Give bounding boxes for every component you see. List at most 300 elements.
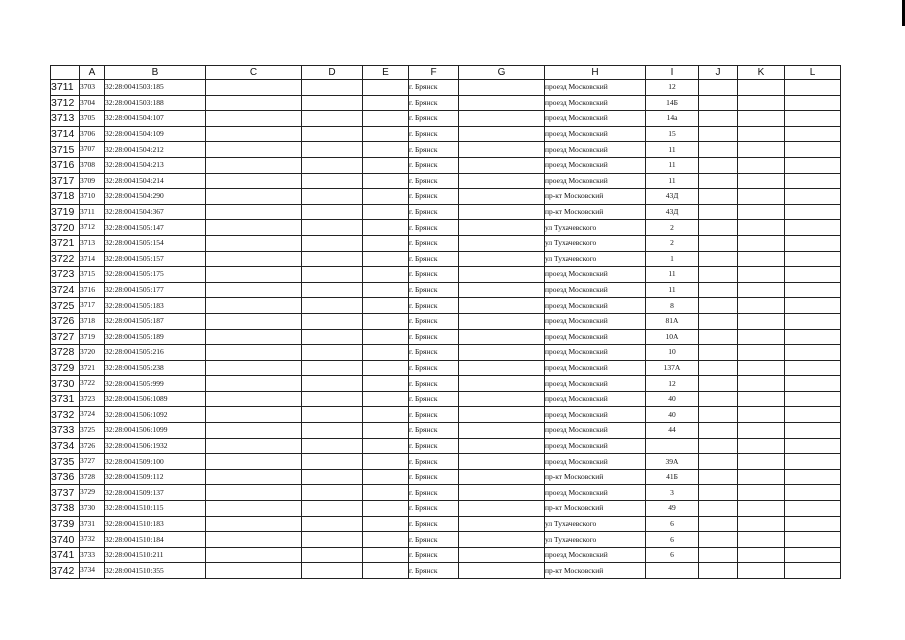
cell-b[interactable]: 32:28:0041503:188 <box>105 95 206 111</box>
cell-j[interactable] <box>699 142 738 158</box>
cell-g[interactable] <box>459 157 545 173</box>
cell-g[interactable] <box>459 469 545 485</box>
cell-b[interactable]: 32:28:0041510:183 <box>105 516 206 532</box>
cell-d[interactable] <box>302 329 363 345</box>
cell-k[interactable] <box>738 111 785 127</box>
cell-a[interactable]: 3709 <box>80 173 105 189</box>
cell-a[interactable]: 3718 <box>80 313 105 329</box>
cell-d[interactable] <box>302 282 363 298</box>
cell-j[interactable] <box>699 220 738 236</box>
cell-a[interactable]: 3715 <box>80 267 105 283</box>
cell-e[interactable] <box>363 111 409 127</box>
cell-l[interactable] <box>785 501 841 517</box>
cell-j[interactable] <box>699 157 738 173</box>
cell-j[interactable] <box>699 235 738 251</box>
cell-i[interactable]: 40 <box>646 407 699 423</box>
cell-e[interactable] <box>363 80 409 96</box>
cell-g[interactable] <box>459 95 545 111</box>
cell-e[interactable] <box>363 95 409 111</box>
cell-b[interactable]: 32:28:0041505:187 <box>105 313 206 329</box>
cell-f[interactable]: г. Брянск <box>409 407 459 423</box>
cell-g[interactable] <box>459 251 545 267</box>
cell-i[interactable]: 43Д <box>646 204 699 220</box>
cell-d[interactable] <box>302 126 363 142</box>
cell-d[interactable] <box>302 532 363 548</box>
cell-j[interactable] <box>699 501 738 517</box>
cell-l[interactable] <box>785 298 841 314</box>
cell-h[interactable]: проезд Московский <box>545 391 646 407</box>
cell-a[interactable]: 3731 <box>80 516 105 532</box>
row-number[interactable]: 3714 <box>51 126 80 142</box>
cell-g[interactable] <box>459 173 545 189</box>
cell-h[interactable]: проезд Московский <box>545 298 646 314</box>
cell-e[interactable] <box>363 220 409 236</box>
cell-i[interactable]: 3 <box>646 485 699 501</box>
cell-b[interactable]: 32:28:0041510:211 <box>105 547 206 563</box>
cell-d[interactable] <box>302 469 363 485</box>
cell-h[interactable]: проезд Московский <box>545 142 646 158</box>
cell-d[interactable] <box>302 189 363 205</box>
row-number[interactable]: 3735 <box>51 454 80 470</box>
row-number[interactable]: 3718 <box>51 189 80 205</box>
cell-e[interactable] <box>363 267 409 283</box>
cell-g[interactable] <box>459 438 545 454</box>
cell-a[interactable]: 3704 <box>80 95 105 111</box>
cell-c[interactable] <box>206 563 302 579</box>
cell-k[interactable] <box>738 547 785 563</box>
cell-c[interactable] <box>206 469 302 485</box>
cell-c[interactable] <box>206 220 302 236</box>
cell-i[interactable]: 39А <box>646 454 699 470</box>
cell-j[interactable] <box>699 391 738 407</box>
cell-i[interactable]: 11 <box>646 267 699 283</box>
cell-e[interactable] <box>363 204 409 220</box>
cell-e[interactable] <box>363 189 409 205</box>
cell-f[interactable]: г. Брянск <box>409 469 459 485</box>
cell-f[interactable]: г. Брянск <box>409 485 459 501</box>
row-number[interactable]: 3720 <box>51 220 80 236</box>
column-header-f[interactable]: F <box>409 66 459 80</box>
row-number[interactable]: 3715 <box>51 142 80 158</box>
cell-g[interactable] <box>459 111 545 127</box>
cell-h[interactable]: проезд Московский <box>545 282 646 298</box>
row-number[interactable]: 3734 <box>51 438 80 454</box>
cell-j[interactable] <box>699 345 738 361</box>
cell-h[interactable]: проезд Московский <box>545 329 646 345</box>
cell-h[interactable]: проезд Московский <box>545 267 646 283</box>
cell-l[interactable] <box>785 142 841 158</box>
cell-j[interactable] <box>699 313 738 329</box>
cell-l[interactable] <box>785 454 841 470</box>
column-header-c[interactable]: C <box>206 66 302 80</box>
cell-d[interactable] <box>302 220 363 236</box>
cell-c[interactable] <box>206 438 302 454</box>
cell-c[interactable] <box>206 189 302 205</box>
cell-b[interactable]: 32:28:0041509:112 <box>105 469 206 485</box>
cell-h[interactable]: пр-кт Московский <box>545 469 646 485</box>
cell-a[interactable]: 3730 <box>80 501 105 517</box>
cell-h[interactable]: проезд Московский <box>545 173 646 189</box>
cell-c[interactable] <box>206 501 302 517</box>
cell-b[interactable]: 32:28:0041506:1089 <box>105 391 206 407</box>
cell-j[interactable] <box>699 267 738 283</box>
cell-f[interactable]: г. Брянск <box>409 516 459 532</box>
cell-b[interactable]: 32:28:0041506:1092 <box>105 407 206 423</box>
cell-a[interactable]: 3710 <box>80 189 105 205</box>
cell-k[interactable] <box>738 516 785 532</box>
row-number[interactable]: 3717 <box>51 173 80 189</box>
cell-f[interactable]: г. Брянск <box>409 532 459 548</box>
cell-e[interactable] <box>363 235 409 251</box>
cell-i[interactable]: 12 <box>646 376 699 392</box>
cell-a[interactable]: 3716 <box>80 282 105 298</box>
column-header-corner[interactable] <box>51 66 80 80</box>
cell-j[interactable] <box>699 95 738 111</box>
cell-k[interactable] <box>738 126 785 142</box>
cell-f[interactable]: г. Брянск <box>409 313 459 329</box>
cell-a[interactable]: 3732 <box>80 532 105 548</box>
cell-d[interactable] <box>302 235 363 251</box>
cell-e[interactable] <box>363 345 409 361</box>
cell-l[interactable] <box>785 282 841 298</box>
cell-b[interactable]: 32:28:0041504:214 <box>105 173 206 189</box>
cell-c[interactable] <box>206 173 302 189</box>
cell-j[interactable] <box>699 485 738 501</box>
cell-l[interactable] <box>785 313 841 329</box>
cell-k[interactable] <box>738 95 785 111</box>
cell-a[interactable]: 3724 <box>80 407 105 423</box>
cell-g[interactable] <box>459 267 545 283</box>
cell-c[interactable] <box>206 313 302 329</box>
cell-l[interactable] <box>785 220 841 236</box>
cell-c[interactable] <box>206 282 302 298</box>
column-header-e[interactable]: E <box>363 66 409 80</box>
cell-j[interactable] <box>699 454 738 470</box>
cell-j[interactable] <box>699 532 738 548</box>
cell-j[interactable] <box>699 80 738 96</box>
cell-d[interactable] <box>302 95 363 111</box>
row-number[interactable]: 3712 <box>51 95 80 111</box>
cell-l[interactable] <box>785 111 841 127</box>
cell-d[interactable] <box>302 313 363 329</box>
cell-c[interactable] <box>206 204 302 220</box>
cell-a[interactable]: 3721 <box>80 360 105 376</box>
cell-h[interactable]: пр-кт Московский <box>545 501 646 517</box>
row-number[interactable]: 3727 <box>51 329 80 345</box>
cell-i[interactable]: 14Б <box>646 95 699 111</box>
column-header-i[interactable]: I <box>646 66 699 80</box>
cell-f[interactable]: г. Брянск <box>409 329 459 345</box>
cell-f[interactable]: г. Брянск <box>409 235 459 251</box>
column-header-b[interactable]: B <box>105 66 206 80</box>
cell-j[interactable] <box>699 423 738 439</box>
cell-d[interactable] <box>302 438 363 454</box>
cell-f[interactable]: г. Брянск <box>409 376 459 392</box>
cell-e[interactable] <box>363 485 409 501</box>
cell-a[interactable]: 3723 <box>80 391 105 407</box>
row-number[interactable]: 3722 <box>51 251 80 267</box>
cell-j[interactable] <box>699 251 738 267</box>
cell-d[interactable] <box>302 423 363 439</box>
cell-a[interactable]: 3734 <box>80 563 105 579</box>
row-number[interactable]: 3732 <box>51 407 80 423</box>
cell-l[interactable] <box>785 251 841 267</box>
cell-e[interactable] <box>363 313 409 329</box>
cell-h[interactable]: проезд Московский <box>545 547 646 563</box>
cell-d[interactable] <box>302 485 363 501</box>
cell-l[interactable] <box>785 345 841 361</box>
cell-e[interactable] <box>363 298 409 314</box>
cell-c[interactable] <box>206 391 302 407</box>
cell-h[interactable]: проезд Московский <box>545 485 646 501</box>
cell-h[interactable]: проезд Московский <box>545 95 646 111</box>
cell-c[interactable] <box>206 485 302 501</box>
cell-k[interactable] <box>738 563 785 579</box>
cell-j[interactable] <box>699 189 738 205</box>
cell-f[interactable]: г. Брянск <box>409 360 459 376</box>
cell-k[interactable] <box>738 501 785 517</box>
cell-e[interactable] <box>363 142 409 158</box>
cell-k[interactable] <box>738 267 785 283</box>
cell-d[interactable] <box>302 173 363 189</box>
cell-a[interactable]: 3722 <box>80 376 105 392</box>
cell-h[interactable]: ул Тухачевского <box>545 532 646 548</box>
cell-e[interactable] <box>363 126 409 142</box>
row-number[interactable]: 3733 <box>51 423 80 439</box>
cell-f[interactable]: г. Брянск <box>409 563 459 579</box>
cell-l[interactable] <box>785 516 841 532</box>
cell-i[interactable]: 11 <box>646 157 699 173</box>
cell-h[interactable]: проезд Московский <box>545 454 646 470</box>
row-number[interactable]: 3737 <box>51 485 80 501</box>
cell-a[interactable]: 3713 <box>80 235 105 251</box>
cell-j[interactable] <box>699 407 738 423</box>
cell-b[interactable]: 32:28:0041505:216 <box>105 345 206 361</box>
cell-h[interactable]: ул Тухачевского <box>545 235 646 251</box>
cell-k[interactable] <box>738 454 785 470</box>
cell-b[interactable]: 32:28:0041506:1932 <box>105 438 206 454</box>
cell-h[interactable]: проезд Московский <box>545 360 646 376</box>
cell-a[interactable]: 3727 <box>80 454 105 470</box>
cell-i[interactable]: 137А <box>646 360 699 376</box>
cell-c[interactable] <box>206 298 302 314</box>
cell-d[interactable] <box>302 298 363 314</box>
cell-j[interactable] <box>699 282 738 298</box>
cell-i[interactable] <box>646 563 699 579</box>
cell-f[interactable]: г. Брянск <box>409 80 459 96</box>
cell-d[interactable] <box>302 360 363 376</box>
cell-g[interactable] <box>459 298 545 314</box>
cell-a[interactable]: 3705 <box>80 111 105 127</box>
cell-b[interactable]: 32:28:0041505:238 <box>105 360 206 376</box>
cell-g[interactable] <box>459 329 545 345</box>
cell-b[interactable]: 32:28:0041505:177 <box>105 282 206 298</box>
cell-k[interactable] <box>738 204 785 220</box>
cell-i[interactable]: 6 <box>646 547 699 563</box>
cell-h[interactable]: ул Тухачевского <box>545 220 646 236</box>
column-header-g[interactable]: G <box>459 66 545 80</box>
cell-b[interactable]: 32:28:0041505:175 <box>105 267 206 283</box>
cell-k[interactable] <box>738 142 785 158</box>
cell-a[interactable]: 3706 <box>80 126 105 142</box>
cell-i[interactable]: 6 <box>646 516 699 532</box>
cell-a[interactable]: 3712 <box>80 220 105 236</box>
cell-k[interactable] <box>738 438 785 454</box>
cell-d[interactable] <box>302 267 363 283</box>
cell-e[interactable] <box>363 157 409 173</box>
cell-j[interactable] <box>699 360 738 376</box>
cell-f[interactable]: г. Брянск <box>409 95 459 111</box>
cell-l[interactable] <box>785 563 841 579</box>
row-number[interactable]: 3740 <box>51 532 80 548</box>
cell-e[interactable] <box>363 563 409 579</box>
cell-i[interactable]: 41Б <box>646 469 699 485</box>
row-number[interactable]: 3738 <box>51 501 80 517</box>
cell-d[interactable] <box>302 454 363 470</box>
cell-l[interactable] <box>785 438 841 454</box>
cell-f[interactable]: г. Брянск <box>409 298 459 314</box>
cell-k[interactable] <box>738 80 785 96</box>
cell-d[interactable] <box>302 142 363 158</box>
cell-f[interactable]: г. Брянск <box>409 345 459 361</box>
cell-l[interactable] <box>785 126 841 142</box>
cell-a[interactable]: 3728 <box>80 469 105 485</box>
cell-l[interactable] <box>785 360 841 376</box>
cell-a[interactable]: 3717 <box>80 298 105 314</box>
cell-k[interactable] <box>738 423 785 439</box>
row-number[interactable]: 3728 <box>51 345 80 361</box>
cell-d[interactable] <box>302 391 363 407</box>
cell-l[interactable] <box>785 407 841 423</box>
cell-h[interactable]: проезд Московский <box>545 80 646 96</box>
column-header-l[interactable]: L <box>785 66 841 80</box>
cell-d[interactable] <box>302 376 363 392</box>
cell-j[interactable] <box>699 126 738 142</box>
cell-c[interactable] <box>206 251 302 267</box>
cell-e[interactable] <box>363 251 409 267</box>
cell-l[interactable] <box>785 80 841 96</box>
cell-d[interactable] <box>302 501 363 517</box>
cell-k[interactable] <box>738 360 785 376</box>
cell-b[interactable]: 32:28:0041509:137 <box>105 485 206 501</box>
cell-g[interactable] <box>459 189 545 205</box>
cell-b[interactable]: 32:28:0041505:183 <box>105 298 206 314</box>
cell-d[interactable] <box>302 407 363 423</box>
cell-d[interactable] <box>302 516 363 532</box>
cell-d[interactable] <box>302 204 363 220</box>
cell-l[interactable] <box>785 95 841 111</box>
row-number[interactable]: 3724 <box>51 282 80 298</box>
cell-f[interactable]: г. Брянск <box>409 157 459 173</box>
cell-k[interactable] <box>738 407 785 423</box>
cell-f[interactable]: г. Брянск <box>409 438 459 454</box>
cell-b[interactable]: 32:28:0041504:290 <box>105 189 206 205</box>
column-header-a[interactable]: A <box>80 66 105 80</box>
cell-b[interactable]: 32:28:0041510:115 <box>105 501 206 517</box>
cell-k[interactable] <box>738 282 785 298</box>
cell-f[interactable]: г. Брянск <box>409 189 459 205</box>
cell-d[interactable] <box>302 345 363 361</box>
cell-b[interactable]: 32:28:0041504:213 <box>105 157 206 173</box>
cell-a[interactable]: 3707 <box>80 142 105 158</box>
cell-c[interactable] <box>206 267 302 283</box>
cell-h[interactable]: пр-кт Московский <box>545 204 646 220</box>
cell-j[interactable] <box>699 111 738 127</box>
cell-l[interactable] <box>785 469 841 485</box>
cell-k[interactable] <box>738 485 785 501</box>
cell-a[interactable]: 3711 <box>80 204 105 220</box>
cell-k[interactable] <box>738 189 785 205</box>
cell-i[interactable]: 40 <box>646 391 699 407</box>
cell-i[interactable]: 49 <box>646 501 699 517</box>
cell-i[interactable]: 11 <box>646 142 699 158</box>
cell-l[interactable] <box>785 267 841 283</box>
cell-b[interactable]: 32:28:0041504:367 <box>105 204 206 220</box>
cell-i[interactable]: 81А <box>646 313 699 329</box>
cell-l[interactable] <box>785 485 841 501</box>
cell-h[interactable]: проезд Московский <box>545 407 646 423</box>
row-number[interactable]: 3729 <box>51 360 80 376</box>
cell-f[interactable]: г. Брянск <box>409 267 459 283</box>
cell-a[interactable]: 3725 <box>80 423 105 439</box>
cell-e[interactable] <box>363 423 409 439</box>
cell-e[interactable] <box>363 282 409 298</box>
cell-f[interactable]: г. Брянск <box>409 251 459 267</box>
cell-i[interactable]: 1 <box>646 251 699 267</box>
cell-c[interactable] <box>206 532 302 548</box>
cell-d[interactable] <box>302 111 363 127</box>
cell-k[interactable] <box>738 532 785 548</box>
cell-i[interactable]: 8 <box>646 298 699 314</box>
row-number[interactable]: 3711 <box>51 80 80 96</box>
cell-i[interactable]: 6 <box>646 532 699 548</box>
cell-g[interactable] <box>459 376 545 392</box>
row-number[interactable]: 3741 <box>51 547 80 563</box>
cell-l[interactable] <box>785 235 841 251</box>
cell-k[interactable] <box>738 298 785 314</box>
cell-b[interactable]: 32:28:0041510:355 <box>105 563 206 579</box>
cell-b[interactable]: 32:28:0041505:999 <box>105 376 206 392</box>
cell-l[interactable] <box>785 173 841 189</box>
cell-l[interactable] <box>785 329 841 345</box>
cell-j[interactable] <box>699 547 738 563</box>
cell-k[interactable] <box>738 157 785 173</box>
cell-f[interactable]: г. Брянск <box>409 501 459 517</box>
column-header-d[interactable]: D <box>302 66 363 80</box>
cell-k[interactable] <box>738 173 785 189</box>
cell-a[interactable]: 3714 <box>80 251 105 267</box>
cell-g[interactable] <box>459 391 545 407</box>
cell-c[interactable] <box>206 235 302 251</box>
cell-h[interactable]: проезд Московский <box>545 423 646 439</box>
cell-g[interactable] <box>459 501 545 517</box>
cell-i[interactable]: 2 <box>646 235 699 251</box>
cell-c[interactable] <box>206 95 302 111</box>
cell-j[interactable] <box>699 173 738 189</box>
cell-j[interactable] <box>699 438 738 454</box>
cell-j[interactable] <box>699 376 738 392</box>
cell-a[interactable]: 3733 <box>80 547 105 563</box>
cell-g[interactable] <box>459 204 545 220</box>
cell-i[interactable] <box>646 438 699 454</box>
cell-f[interactable]: г. Брянск <box>409 173 459 189</box>
row-number[interactable]: 3726 <box>51 313 80 329</box>
cell-f[interactable]: г. Брянск <box>409 547 459 563</box>
cell-h[interactable]: проезд Московский <box>545 157 646 173</box>
cell-f[interactable]: г. Брянск <box>409 423 459 439</box>
cell-e[interactable] <box>363 376 409 392</box>
cell-h[interactable]: пр-кт Московский <box>545 189 646 205</box>
